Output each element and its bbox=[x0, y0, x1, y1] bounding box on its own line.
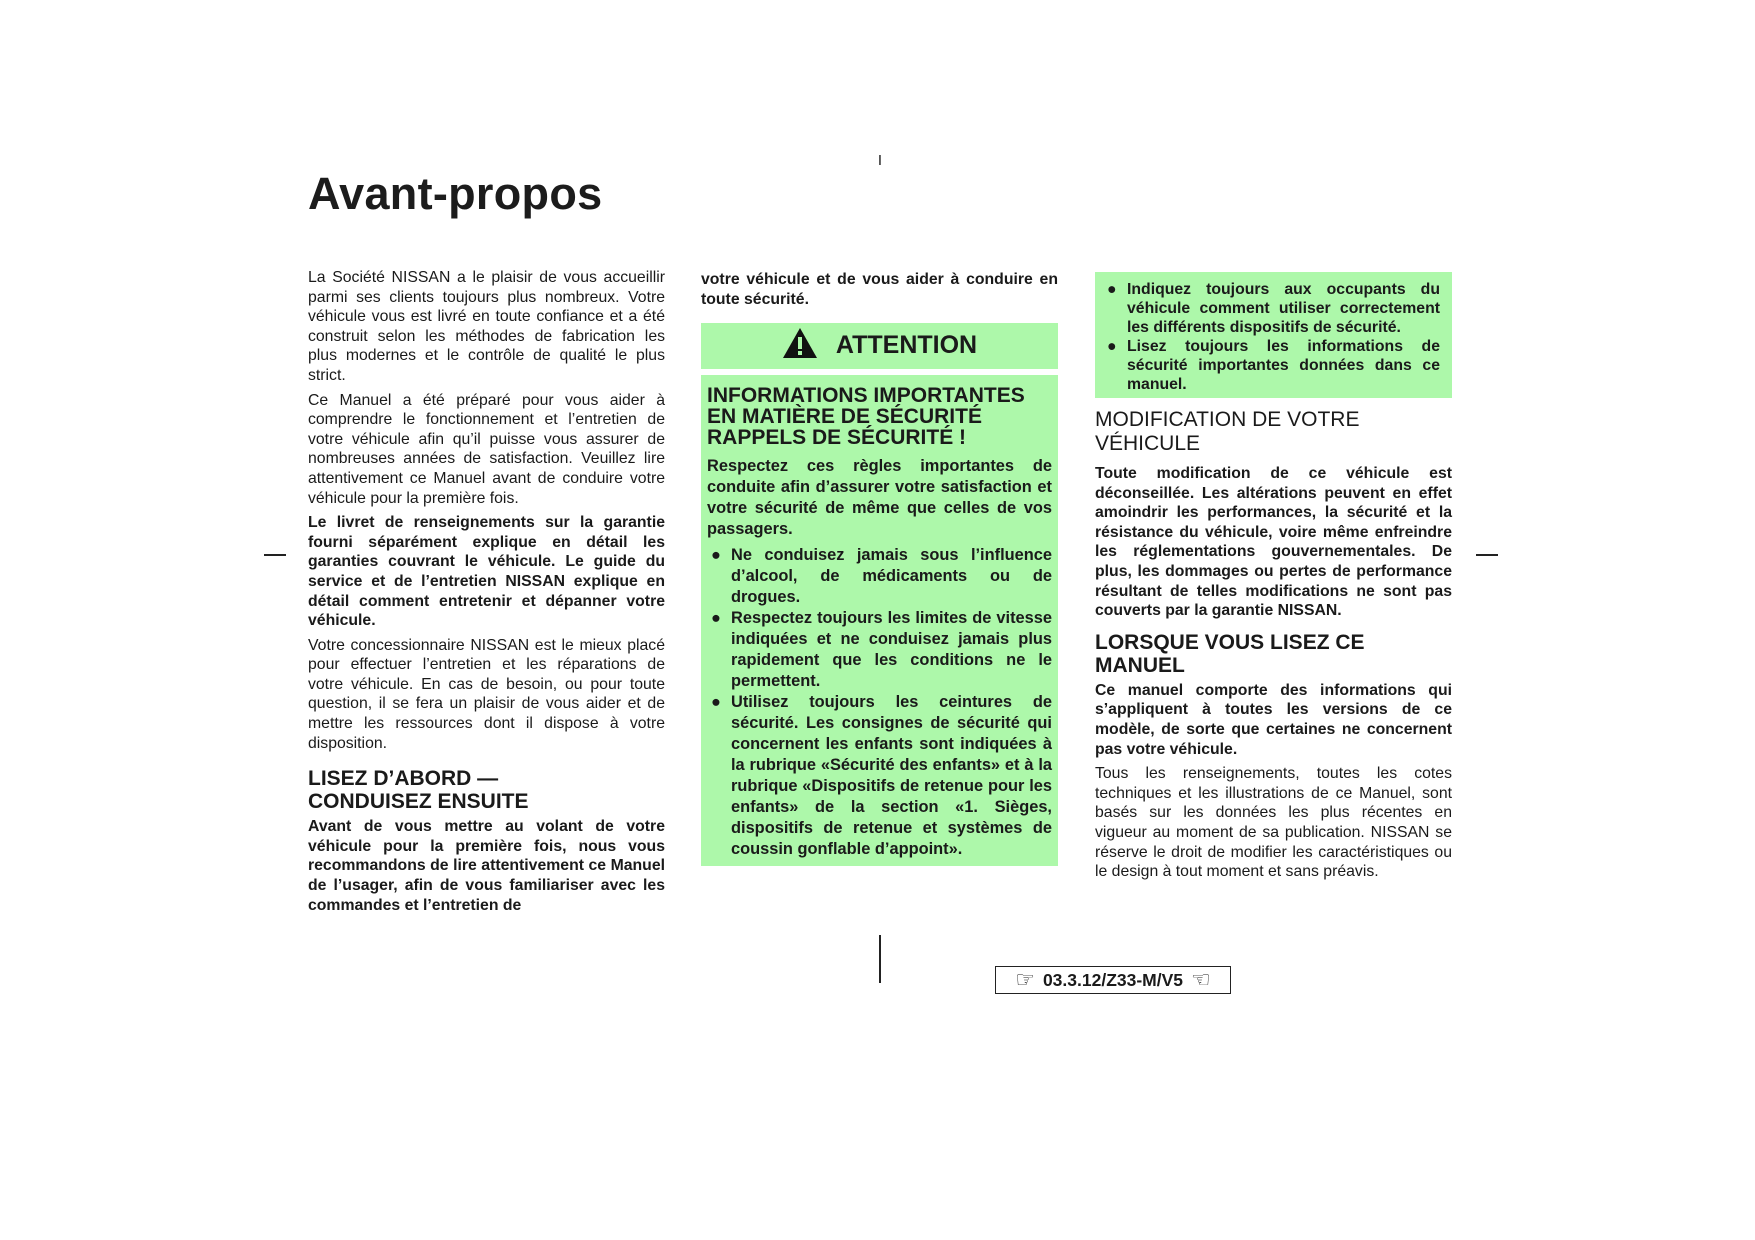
bullet-icon: ● bbox=[711, 546, 721, 565]
bullet-icon: ● bbox=[1107, 338, 1117, 355]
page-number: I bbox=[877, 152, 883, 169]
versions-paragraph: Ce manuel comporte des informations qui s’appliquent à toutes les versions de ce modèle, de sorte que certaines ne concernent pas votre véhicule. bbox=[1095, 681, 1452, 758]
specifications-paragraph: Tous les renseignements, toutes les cotes techniques et les illustrations de ce Manuel, sont basés sur les données les plus récentes en vigueur au moment de sa publication. NISSAN se réserve le droit de modifier les caractéristiques ou le design à tout moment et sans préavis. bbox=[1095, 765, 1452, 881]
pointing-hand-left-icon: ☜ bbox=[1191, 967, 1211, 992]
crop-mark-bottom bbox=[879, 935, 881, 983]
crop-mark-left bbox=[264, 554, 286, 556]
section-heading-reading-manual: LORSQUE VOUS LISEZ CE MANUEL bbox=[1095, 630, 1365, 677]
bullet-icon: ● bbox=[1107, 281, 1117, 298]
modification-paragraph: Toute modification de ce véhicule est déconseillée. Les altérations peuvent en effet amoindrir les performances, la sécurité et la résistance du véhicule, voire même enfreindre les réglementations gouvernementales. De plus, les dommages ou pertes de performance résultant de telles modifications ne sont pas couverts par la garantie NISSAN. bbox=[1095, 465, 1452, 620]
pointing-hand-right-icon: ☞ bbox=[1015, 967, 1035, 992]
list-item: ● Ne conduisez jamais sous l’influence d’alcool, de médicaments ou de drogues. bbox=[711, 546, 1052, 607]
list-item: ● Respectez toujours les limites de vitesse indiquées et ne conduisez jamais plus rapidement que les conditions ne le permettent. bbox=[711, 609, 1052, 691]
list-item: ● Utilisez toujours les ceintures de sécurité. Les consignes de sécurité qui concernent les enfants sont indiquées à la rubrique «Sécurité des enfants» et à la rubrique «Dispositifs de retenue pour les enfants» de la section «1. Sièges, dispositifs de retenue et systèmes de coussin gonflable d’appoint». bbox=[711, 693, 1052, 859]
list-item: ● Lisez toujours les informations de sécurité importantes données dans ce manuel. bbox=[1107, 338, 1440, 393]
safety-heading: INFORMATIONS IMPORTANTES EN MATIÈRE DE SÉCURITÉ RAPPELS DE SÉCURITÉ ! bbox=[707, 384, 1025, 450]
attention-box bbox=[701, 375, 1058, 866]
dealer-paragraph: Votre concessionnaire NISSAN est le mieux placé pour effectuer l’entretien et les réparations de votre véhicule. En cas de besoin, ou pour toute question, il se fera un plaisir de vous aider et de mettre les ressources dont il dispose à votre disposition. bbox=[308, 636, 665, 752]
section-heading-modification: MODIFICATION DE VOTRE VÉHICULE bbox=[1095, 408, 1360, 455]
bullet-icon: ● bbox=[711, 609, 721, 628]
intro-paragraph: La Société NISSAN a le plaisir de vous accueillir parmi ses clients toujours plus nombreux. Votre véhicule vous est livré en toute confiance et a été construit selon les méthodes de fabrication les plus modernes et le contrôle de qualité le plus strict. bbox=[308, 269, 665, 384]
warranty-paragraph: Le livret de renseignements sur la garantie fourni séparément explique en détail les garanties couvrant le véhicule. Le guide du service et de l’entretien NISSAN explique en détail comment entretenir et dépanner votre véhicule. bbox=[308, 514, 665, 630]
page-title: Avant-propos bbox=[308, 168, 603, 219]
safety-rules-list-continued bbox=[1103, 280, 1440, 394]
list-item: ● Indiquez toujours aux occupants du véhicule comment utiliser correctement les différents dispositifs de sécurité. bbox=[1107, 281, 1440, 336]
section-heading-read-first: LISEZ D’ABORD — CONDUISEZ ENSUITE bbox=[308, 767, 529, 814]
column-1 bbox=[308, 268, 665, 920]
document-code: 03.3.12/Z33-M/V5 bbox=[1042, 969, 1184, 990]
crop-mark-right bbox=[1476, 554, 1498, 556]
safety-rules-list bbox=[707, 545, 1052, 860]
document-code-box bbox=[995, 966, 1231, 994]
continued-paragraph: votre véhicule et de vous aider à conduire en toute sécurité. bbox=[701, 271, 1058, 308]
read-first-paragraph: Avant de vous mettre au volant de votre véhicule pour la première fois, nous vous recommandons de lire attentivement ce Manuel de l’usager, afin de vous familiariser avec les commandes et l’entretien de bbox=[308, 818, 665, 914]
safety-intro: Respectez ces règles importantes de conduite afin d’assurer votre satisfaction et votre sécurité de même que celles de vos passagers. bbox=[707, 457, 1052, 539]
warning-triangle-icon bbox=[782, 327, 818, 365]
column-3 bbox=[1095, 272, 1452, 887]
manual-purpose-paragraph: Ce Manuel a été préparé pour vous aider à comprendre le fonctionnement et l’entretien de votre véhicule afin qu’il puisse vous assurer de nombreuses années de satisfaction. Veuillez lire attentivement ce Manuel avant de conduire votre véhicule pour la première fois. bbox=[308, 391, 665, 507]
attention-label: ATTENTION bbox=[835, 331, 978, 360]
attention-banner bbox=[701, 323, 1058, 369]
bullet-icon: ● bbox=[711, 693, 721, 712]
attention-box-continued bbox=[1095, 272, 1452, 398]
column-2 bbox=[701, 270, 1058, 866]
